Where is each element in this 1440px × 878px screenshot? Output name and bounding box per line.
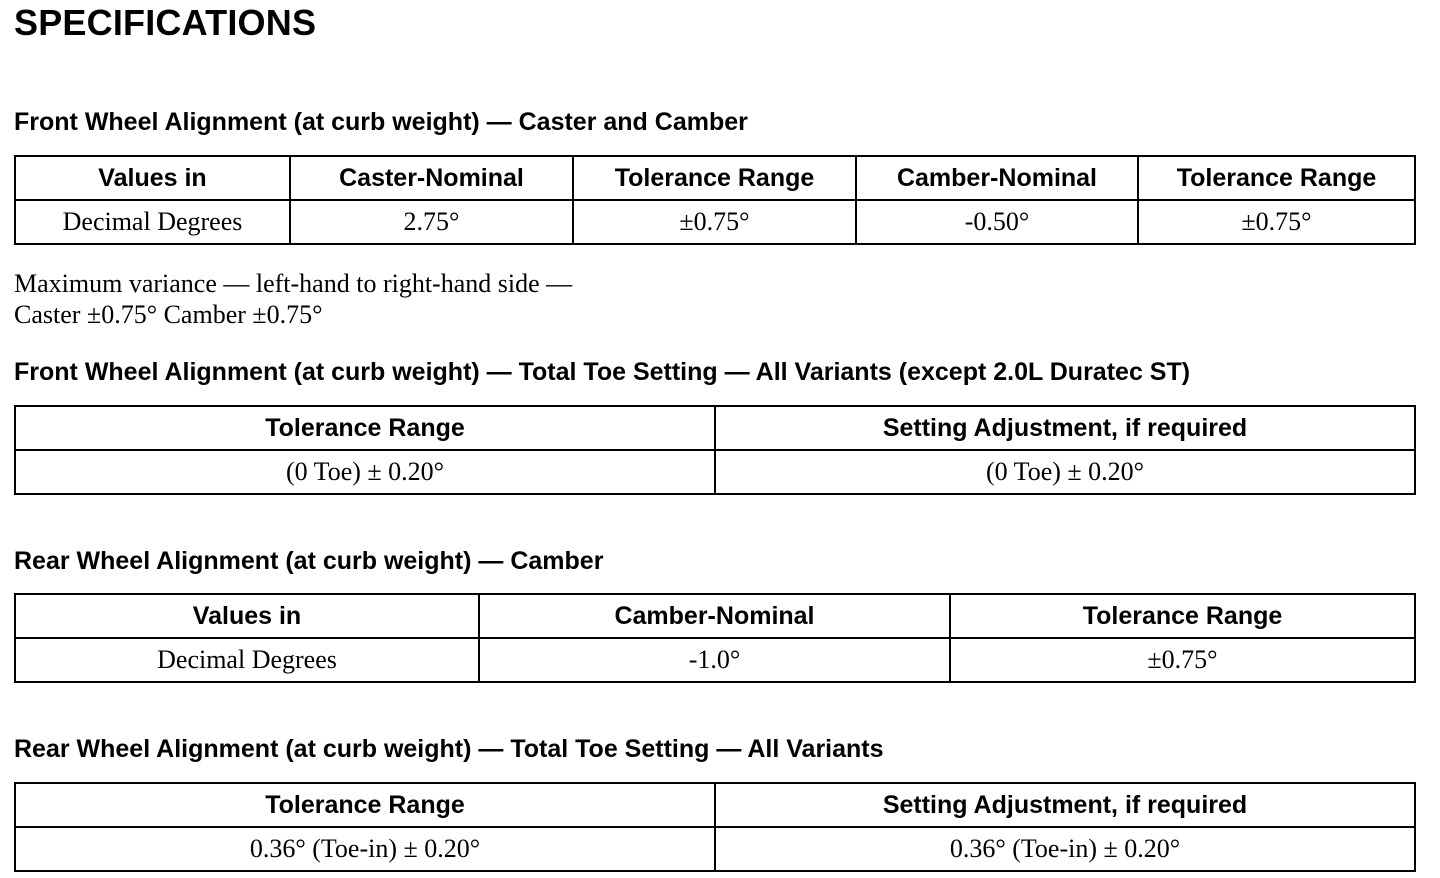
- table-row: [15, 827, 1415, 871]
- table-row: [15, 200, 1415, 244]
- header-caster-nominal: Caster-Nominal: [290, 156, 573, 200]
- header-tolerance-range: Tolerance Range: [573, 156, 856, 200]
- cell-tolerance-range: 0.36° (Toe-in) ± 0.20°: [15, 827, 715, 871]
- header-setting-adjustment: Setting Adjustment, if required: [715, 783, 1415, 827]
- header-setting-adjustment: Setting Adjustment, if required: [715, 406, 1415, 450]
- section-heading-rear-toe: Rear Wheel Alignment (at curb weight) — Total Toe Setting — All Variants: [14, 735, 884, 763]
- table-header-row: [15, 594, 1415, 638]
- max-variance-note: [14, 268, 572, 330]
- cell-setting-adjustment: (0 Toe) ± 0.20°: [715, 450, 1415, 494]
- header-tolerance-range: Tolerance Range: [950, 594, 1415, 638]
- header-values-in: Values in: [15, 156, 290, 200]
- note-line: Caster ±0.75° Camber ±0.75°: [14, 300, 323, 329]
- cell-setting-adjustment: 0.36° (Toe-in) ± 0.20°: [715, 827, 1415, 871]
- front-toe-table: [14, 405, 1416, 495]
- table-row: [15, 638, 1415, 682]
- section-heading-front-caster-camber: Front Wheel Alignment (at curb weight) — Caster and Camber: [14, 108, 748, 136]
- cell-tolerance-range: (0 Toe) ± 0.20°: [15, 450, 715, 494]
- header-tolerance-range: Tolerance Range: [15, 783, 715, 827]
- table-header-row: [15, 406, 1415, 450]
- header-tolerance-range: Tolerance Range: [15, 406, 715, 450]
- header-tolerance-range: Tolerance Range: [1138, 156, 1415, 200]
- rear-toe-table: [14, 782, 1416, 872]
- page-title: SPECIFICATIONS: [14, 2, 317, 43]
- cell-caster-tolerance: ±0.75°: [573, 200, 856, 244]
- front-caster-camber-table: [14, 155, 1416, 245]
- note-line: Maximum variance — left-hand to right-hand side —: [14, 269, 573, 298]
- cell-camber-nominal: -0.50°: [856, 200, 1138, 244]
- rear-camber-table: [14, 593, 1416, 683]
- cell-camber-tolerance: ±0.75°: [1138, 200, 1415, 244]
- table-header-row: [15, 156, 1415, 200]
- header-values-in: Values in: [15, 594, 479, 638]
- cell-camber-nominal: -1.0°: [479, 638, 950, 682]
- table-header-row: [15, 783, 1415, 827]
- section-heading-rear-camber: Rear Wheel Alignment (at curb weight) — Camber: [14, 547, 604, 575]
- cell-values-in: Decimal Degrees: [15, 200, 290, 244]
- section-heading-front-toe: Front Wheel Alignment (at curb weight) — Total Toe Setting — All Variants (except 2.0L Duratec ST): [14, 358, 1191, 386]
- cell-values-in: Decimal Degrees: [15, 638, 479, 682]
- header-camber-nominal: Camber-Nominal: [856, 156, 1138, 200]
- cell-caster-nominal: 2.75°: [290, 200, 573, 244]
- table-row: [15, 450, 1415, 494]
- header-camber-nominal: Camber-Nominal: [479, 594, 950, 638]
- cell-tolerance-range: ±0.75°: [950, 638, 1415, 682]
